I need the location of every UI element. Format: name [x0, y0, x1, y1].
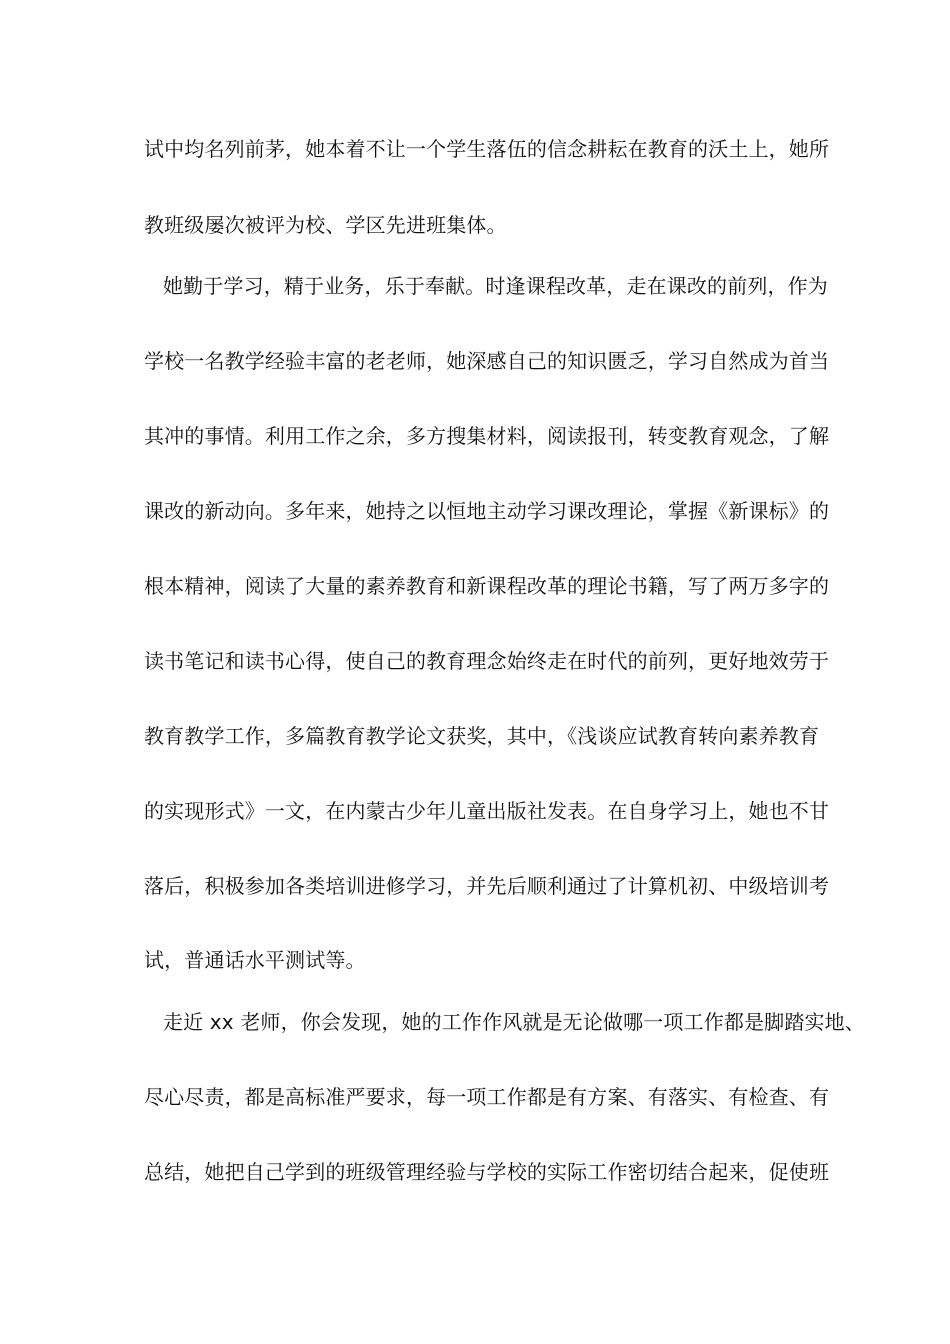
- text-line: 的实现形式》一文，在内蒙古少年儿童出版社发表。在自身学习上，她也不甘: [144, 799, 830, 823]
- text-line: 学校一名教学经验丰富的老老师，她深感自己的知识匮乏，学习自然成为首当: [144, 349, 830, 373]
- text-line: 其冲的事情。利用工作之余，多方搜集材料，阅读报刊，转变教育观念，了解: [144, 424, 830, 448]
- text-line: 试，普通话水平测试等。: [144, 948, 366, 972]
- paragraph-start-line: 走近 xx 老师，你会发现，她的工作作风就是无论做哪一项工作都是脚踏实地、: [163, 1010, 865, 1034]
- text-line: 教班级屡次被评为校、学区先进班集体。: [144, 213, 507, 237]
- text-line: 根本精神，阅读了大量的素养教育和新课程改革的理论书籍，写了两万多字的: [144, 574, 830, 598]
- text-line: 课改的新动向。多年来，她持之以恒地主动学习课改理论，掌握《新课标》的: [144, 499, 830, 523]
- text-line: 试中均名列前茅，她本着不让一个学生落伍的信念耕耘在教育的沃土上，她所: [144, 137, 830, 161]
- text-line: 总结，她把自己学到的班级管理经验与学校的实际工作密切结合起来，促使班: [144, 1160, 830, 1184]
- text-line: 落后，积极参加各类培训进修学习，并先后顺利通过了计算机初、中级培训考: [144, 874, 830, 898]
- text-line: 尽心尽责，都是高标准严要求，每一项工作都是有方案、有落实、有检查、有: [144, 1085, 830, 1109]
- paragraph-start-line: 她勤于学习，精于业务，乐于奉献。时逢课程改革，走在课改的前列，作为: [163, 274, 828, 298]
- text-line: 教育教学工作，多篇教育教学论文获奖，其中，《浅谈应试教育转向素养教育: [144, 724, 820, 748]
- text-line: 读书笔记和读书心得，使自己的教育理念始终走在时代的前列，更好地效劳于: [144, 649, 830, 673]
